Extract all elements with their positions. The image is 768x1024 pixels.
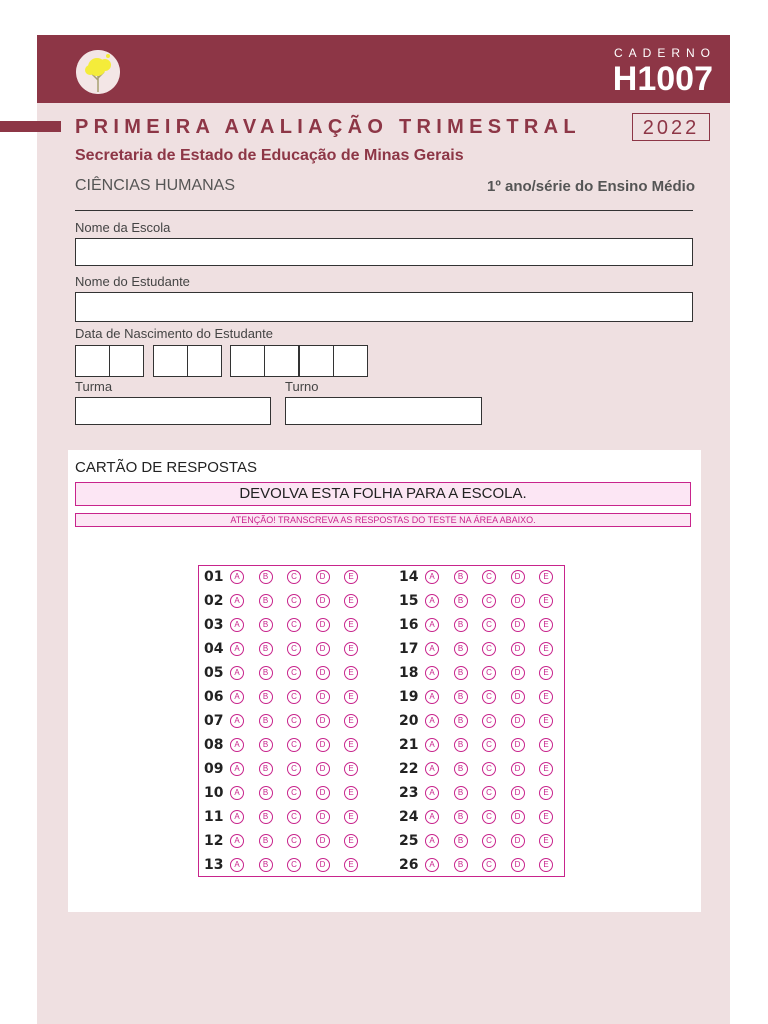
question-number: 19 xyxy=(399,689,419,705)
answer-bubble-d[interactable]: D xyxy=(511,594,525,608)
answer-bubble-d[interactable]: D xyxy=(511,570,525,584)
answer-bubble-b[interactable]: B xyxy=(454,762,468,776)
answer-bubble-e[interactable]: E xyxy=(344,858,358,872)
question-number: 11 xyxy=(204,809,224,825)
answer-bubble-a[interactable]: A xyxy=(425,810,439,824)
question-number: 22 xyxy=(399,761,419,777)
answer-bubble-e[interactable]: E xyxy=(344,594,358,608)
question-number: 26 xyxy=(399,857,419,873)
answer-bubble-b[interactable]: B xyxy=(259,786,273,800)
answer-bubble-e[interactable]: E xyxy=(539,570,553,584)
secretaria-name: Secretaria de Estado de Educação de Minas Gerais xyxy=(75,147,464,164)
answer-bubble-d[interactable]: D xyxy=(316,570,330,584)
caderno-code: H1007 xyxy=(612,60,713,98)
question-number: 13 xyxy=(204,857,224,873)
question-number: 10 xyxy=(204,785,224,801)
answer-bubble-c[interactable]: C xyxy=(482,570,496,584)
answer-bubble-b[interactable]: B xyxy=(259,666,273,680)
birth-year-digit-3[interactable] xyxy=(299,345,334,377)
year-badge: 2022 xyxy=(632,113,710,141)
question-number: 14 xyxy=(399,569,419,585)
answer-bubble-d[interactable]: D xyxy=(316,738,330,752)
answer-bubble-c[interactable]: C xyxy=(482,762,496,776)
answer-row xyxy=(399,855,568,875)
question-number: 01 xyxy=(204,569,224,585)
answer-bubble-c[interactable]: C xyxy=(287,618,301,632)
question-number: 06 xyxy=(204,689,224,705)
answer-bubble-e[interactable]: E xyxy=(539,594,553,608)
answer-bubble-d[interactable]: D xyxy=(316,858,330,872)
answer-bubble-b[interactable]: B xyxy=(454,642,468,656)
answer-bubble-e[interactable]: E xyxy=(344,666,358,680)
birth-month-digit-1[interactable] xyxy=(153,345,188,377)
answer-bubble-c[interactable]: C xyxy=(482,834,496,848)
subject-label: CIÊNCIAS HUMANAS xyxy=(75,177,236,194)
grade-label: 1º ano/série do Ensino Médio xyxy=(486,178,695,195)
answer-bubble-e[interactable]: E xyxy=(344,618,358,632)
answer-bubble-a[interactable]: A xyxy=(425,858,439,872)
answer-bubble-e[interactable]: E xyxy=(344,786,358,800)
return-notice: DEVOLVA ESTA FOLHA PARA A ESCOLA. xyxy=(75,482,691,506)
answer-row xyxy=(204,615,373,635)
class-label: Turma xyxy=(75,379,113,394)
answer-row xyxy=(204,735,373,755)
answer-bubble-e[interactable]: E xyxy=(539,666,553,680)
question-number: 18 xyxy=(399,665,419,681)
answer-bubble-b[interactable]: B xyxy=(259,618,273,632)
answer-bubble-c[interactable]: C xyxy=(287,690,301,704)
answer-bubble-a[interactable]: A xyxy=(425,834,439,848)
question-number: 21 xyxy=(399,737,419,753)
answer-bubble-a[interactable]: A xyxy=(230,570,244,584)
answer-bubble-a[interactable]: A xyxy=(230,786,244,800)
answer-bubble-c[interactable]: C xyxy=(482,594,496,608)
answer-row xyxy=(399,783,568,803)
answer-row xyxy=(399,711,568,731)
answer-bubble-d[interactable]: D xyxy=(511,858,525,872)
answer-bubble-b[interactable]: B xyxy=(259,834,273,848)
answer-bubble-a[interactable]: A xyxy=(425,570,439,584)
answer-row xyxy=(204,759,373,779)
question-number: 09 xyxy=(204,761,224,777)
question-number: 24 xyxy=(399,809,419,825)
answer-bubble-d[interactable]: D xyxy=(511,666,525,680)
answer-bubble-e[interactable]: E xyxy=(539,714,553,728)
left-accent-bar xyxy=(0,121,61,132)
answer-bubble-c[interactable]: C xyxy=(482,690,496,704)
answer-bubble-d[interactable]: D xyxy=(316,666,330,680)
question-number: 17 xyxy=(399,641,419,657)
answer-bubble-b[interactable]: B xyxy=(454,666,468,680)
answer-bubble-c[interactable]: C xyxy=(287,714,301,728)
answer-row xyxy=(204,807,373,827)
answer-bubble-c[interactable]: C xyxy=(287,738,301,752)
answer-bubble-b[interactable]: B xyxy=(454,738,468,752)
answer-bubble-c[interactable]: C xyxy=(287,594,301,608)
answer-bubble-b[interactable]: B xyxy=(259,858,273,872)
answer-row xyxy=(399,687,568,707)
answer-bubble-e[interactable]: E xyxy=(344,714,358,728)
answer-bubble-a[interactable]: A xyxy=(230,858,244,872)
answer-bubble-c[interactable]: C xyxy=(482,738,496,752)
answer-bubble-e[interactable]: E xyxy=(539,786,553,800)
answer-card-title: CARTÃO DE RESPOSTAS xyxy=(75,459,257,476)
answer-bubble-b[interactable]: B xyxy=(454,810,468,824)
answer-row xyxy=(399,759,568,779)
answer-bubble-d[interactable]: D xyxy=(511,786,525,800)
answer-bubble-e[interactable]: E xyxy=(539,858,553,872)
answer-bubble-d[interactable]: D xyxy=(511,714,525,728)
answer-bubble-e[interactable]: E xyxy=(539,762,553,776)
answer-bubble-e[interactable]: E xyxy=(344,762,358,776)
answer-bubble-c[interactable]: C xyxy=(482,810,496,824)
answer-row xyxy=(399,735,568,755)
birth-month-digit-2[interactable] xyxy=(187,345,222,377)
answer-bubble-c[interactable]: C xyxy=(287,666,301,680)
answer-bubble-e[interactable]: E xyxy=(539,738,553,752)
answer-row xyxy=(204,687,373,707)
answer-bubble-c[interactable]: C xyxy=(287,762,301,776)
answer-bubble-d[interactable]: D xyxy=(316,762,330,776)
caderno-label: CADERNO xyxy=(613,46,716,60)
question-number: 03 xyxy=(204,617,224,633)
answer-row xyxy=(399,663,568,683)
answer-bubble-a[interactable]: A xyxy=(425,786,439,800)
answer-row xyxy=(204,567,373,587)
answer-bubble-e[interactable]: E xyxy=(539,618,553,632)
answer-bubble-d[interactable]: D xyxy=(511,762,525,776)
school-name-field[interactable] xyxy=(75,238,693,266)
answer-bubble-a[interactable]: A xyxy=(425,714,439,728)
answer-bubble-d[interactable]: D xyxy=(316,618,330,632)
page-title: PRIMEIRA AVALIAÇÃO TRIMESTRAL xyxy=(75,116,581,138)
answer-bubble-c[interactable]: C xyxy=(482,714,496,728)
birth-day-digit-2[interactable] xyxy=(109,345,144,377)
answer-bubble-b[interactable]: B xyxy=(454,618,468,632)
answer-bubble-c[interactable]: C xyxy=(287,570,301,584)
answer-bubble-d[interactable]: D xyxy=(511,834,525,848)
answer-bubble-a[interactable]: A xyxy=(425,618,439,632)
answer-bubble-a[interactable]: A xyxy=(425,690,439,704)
answer-bubble-a[interactable]: A xyxy=(425,762,439,776)
answer-bubble-a[interactable]: A xyxy=(425,666,439,680)
answer-bubble-b[interactable]: B xyxy=(259,738,273,752)
answer-bubble-a[interactable]: A xyxy=(230,834,244,848)
answer-bubble-b[interactable]: B xyxy=(259,642,273,656)
answer-bubble-a[interactable]: A xyxy=(230,618,244,632)
answer-bubble-b[interactable]: B xyxy=(454,690,468,704)
answer-row xyxy=(204,639,373,659)
question-number: 23 xyxy=(399,785,419,801)
answer-bubble-d[interactable]: D xyxy=(316,594,330,608)
answer-bubble-c[interactable]: C xyxy=(482,642,496,656)
answer-bubble-d[interactable]: D xyxy=(511,690,525,704)
birth-day-digit-1[interactable] xyxy=(75,345,110,377)
birth-date-label: Data de Nascimento do Estudante xyxy=(75,326,274,341)
answer-bubble-d[interactable]: D xyxy=(316,642,330,656)
answer-bubble-c[interactable]: C xyxy=(482,786,496,800)
answer-bubble-c[interactable]: C xyxy=(287,786,301,800)
class-field[interactable] xyxy=(75,397,271,425)
question-number: 08 xyxy=(204,737,224,753)
answer-bubble-b[interactable]: B xyxy=(259,570,273,584)
tree-logo-icon xyxy=(76,50,120,94)
answer-bubble-e[interactable]: E xyxy=(344,810,358,824)
answer-row xyxy=(204,663,373,683)
answer-bubble-d[interactable]: D xyxy=(316,786,330,800)
divider xyxy=(75,210,693,211)
answer-bubble-c[interactable]: C xyxy=(287,858,301,872)
answer-row xyxy=(399,567,568,587)
birth-year-digit-2[interactable] xyxy=(264,345,299,377)
answer-bubble-a[interactable]: A xyxy=(230,594,244,608)
student-name-field[interactable] xyxy=(75,292,693,322)
answer-bubble-d[interactable]: D xyxy=(316,714,330,728)
answer-bubble-c[interactable]: C xyxy=(287,834,301,848)
answer-bubble-c[interactable]: C xyxy=(482,618,496,632)
answer-grid xyxy=(198,565,565,877)
answer-bubble-a[interactable]: A xyxy=(230,738,244,752)
answer-row xyxy=(399,591,568,611)
answer-bubble-b[interactable]: B xyxy=(454,594,468,608)
attention-notice: ATENÇÃO! TRANSCREVA AS RESPOSTAS DO TESTE NA ÁREA ABAIXO. xyxy=(75,513,691,527)
question-number: 15 xyxy=(399,593,419,609)
question-number: 02 xyxy=(204,593,224,609)
question-number: 12 xyxy=(204,833,224,849)
question-number: 05 xyxy=(204,665,224,681)
answer-row xyxy=(204,831,373,851)
answer-row xyxy=(399,615,568,635)
answer-row xyxy=(204,855,373,875)
answer-bubble-d[interactable]: D xyxy=(511,642,525,656)
question-number: 07 xyxy=(204,713,224,729)
birth-year-digit-4[interactable] xyxy=(333,345,368,377)
answer-bubble-b[interactable]: B xyxy=(259,594,273,608)
answer-bubble-a[interactable]: A xyxy=(230,714,244,728)
answer-bubble-e[interactable]: E xyxy=(344,738,358,752)
answer-bubble-e[interactable]: E xyxy=(344,570,358,584)
answer-bubble-d[interactable]: D xyxy=(511,810,525,824)
shift-field[interactable] xyxy=(285,397,482,425)
answer-row xyxy=(204,591,373,611)
answer-bubble-e[interactable]: E xyxy=(344,642,358,656)
answer-bubble-a[interactable]: A xyxy=(425,642,439,656)
answer-bubble-d[interactable]: D xyxy=(511,738,525,752)
answer-row xyxy=(399,639,568,659)
answer-row xyxy=(204,711,373,731)
answer-bubble-a[interactable]: A xyxy=(230,810,244,824)
answer-row xyxy=(399,831,568,851)
student-name-label: Nome do Estudante xyxy=(75,274,190,289)
answer-bubble-c[interactable]: C xyxy=(287,810,301,824)
answer-bubble-d[interactable]: D xyxy=(316,834,330,848)
question-number: 04 xyxy=(204,641,224,657)
answer-bubble-b[interactable]: B xyxy=(454,858,468,872)
answer-bubble-a[interactable]: A xyxy=(230,666,244,680)
answer-bubble-a[interactable]: A xyxy=(425,594,439,608)
answer-bubble-b[interactable]: B xyxy=(454,570,468,584)
answer-bubble-e[interactable]: E xyxy=(539,690,553,704)
answer-bubble-c[interactable]: C xyxy=(482,666,496,680)
answer-bubble-c[interactable]: C xyxy=(482,858,496,872)
school-name-label: Nome da Escola xyxy=(75,220,171,235)
answer-bubble-d[interactable]: D xyxy=(316,810,330,824)
answer-bubble-a[interactable]: A xyxy=(230,642,244,656)
answer-bubble-a[interactable]: A xyxy=(230,690,244,704)
answer-bubble-b[interactable]: B xyxy=(259,810,273,824)
answer-bubble-b[interactable]: B xyxy=(454,714,468,728)
shift-label: Turno xyxy=(285,379,319,394)
answer-bubble-e[interactable]: E xyxy=(539,834,553,848)
answer-bubble-a[interactable]: A xyxy=(425,738,439,752)
answer-bubble-b[interactable]: B xyxy=(259,762,273,776)
answer-bubble-e[interactable]: E xyxy=(539,642,553,656)
question-number: 20 xyxy=(399,713,419,729)
answer-bubble-e[interactable]: E xyxy=(344,834,358,848)
question-number: 25 xyxy=(399,833,419,849)
answer-bubble-b[interactable]: B xyxy=(259,714,273,728)
answer-bubble-d[interactable]: D xyxy=(511,618,525,632)
answer-bubble-e[interactable]: E xyxy=(539,810,553,824)
birth-year-digit-1[interactable] xyxy=(230,345,265,377)
answer-bubble-b[interactable]: B xyxy=(454,834,468,848)
answer-bubble-e[interactable]: E xyxy=(344,690,358,704)
answer-bubble-a[interactable]: A xyxy=(230,762,244,776)
question-number: 16 xyxy=(399,617,419,633)
answer-bubble-b[interactable]: B xyxy=(259,690,273,704)
answer-row xyxy=(399,807,568,827)
answer-bubble-b[interactable]: B xyxy=(454,786,468,800)
answer-bubble-c[interactable]: C xyxy=(287,642,301,656)
answer-row xyxy=(204,783,373,803)
answer-bubble-d[interactable]: D xyxy=(316,690,330,704)
